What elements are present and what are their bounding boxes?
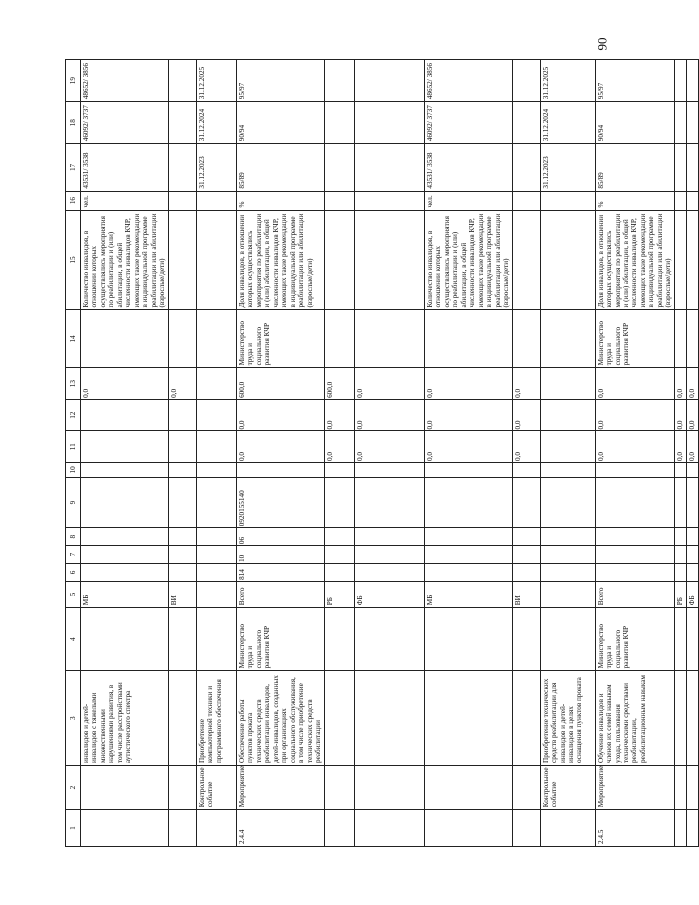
table-cell xyxy=(168,608,196,671)
table-cell xyxy=(196,399,236,431)
table-cell: Контрольное событие xyxy=(540,766,595,810)
table-cell: 31.12.2023 xyxy=(540,144,595,191)
table-cell: 0,0 xyxy=(236,431,324,463)
table-cell: 2.4.4 xyxy=(236,810,324,847)
table-cell: Обучение инвалидов и членов их семей навыкам ухода, пользования техническими средствами реабилитации, реабилитационным навыкам xyxy=(595,671,674,766)
table-cell: Количество инвалидов, в отношении которых осуществлялись мероприятия по реабилитации и (или) абилитации, в общей численности инвалидов КЧР, имеющих такие рекомендации в индивидуальной программе реабилитации или абилитации (взрослые/дети) xyxy=(424,210,512,310)
table-cell xyxy=(674,210,686,310)
table-cell xyxy=(512,546,540,564)
table-cell xyxy=(354,463,424,478)
table-cell xyxy=(196,608,236,671)
table-cell: 31.12.2023 xyxy=(196,144,236,191)
table-row xyxy=(595,60,674,847)
table-cell xyxy=(168,477,196,528)
table-cell: 0,0 xyxy=(512,368,540,400)
table-cell xyxy=(674,102,686,144)
table-cell: Мероприятие xyxy=(236,766,324,810)
table-cell xyxy=(674,810,686,847)
table-cell: Контрольное событие xyxy=(196,766,236,810)
table-cell xyxy=(168,463,196,478)
table-cell xyxy=(674,191,686,210)
table-cell: 85/89 xyxy=(595,144,674,191)
table-cell xyxy=(540,463,595,478)
table-cell: 31.12.2025 xyxy=(540,60,595,102)
table-cell: 0,0 xyxy=(595,431,674,463)
table-cell xyxy=(324,477,354,528)
table-cell xyxy=(168,766,196,810)
column-number: 16 xyxy=(66,191,81,210)
table-cell xyxy=(168,399,196,431)
table-cell: 0,0 xyxy=(324,399,354,431)
table-cell: 0,0 xyxy=(595,368,674,400)
table-cell xyxy=(674,546,686,564)
table-cell xyxy=(424,463,512,478)
table-cell: 06 xyxy=(236,528,324,546)
table-body xyxy=(81,60,699,847)
table-cell: % xyxy=(236,191,324,210)
table-cell xyxy=(686,463,698,478)
table-cell xyxy=(196,463,236,478)
table-cell xyxy=(540,528,595,546)
table-cell xyxy=(81,810,169,847)
table-cell xyxy=(168,564,196,582)
table-cell xyxy=(354,766,424,810)
table-cell: 0,0 xyxy=(674,431,686,463)
table-cell: 2.4.5 xyxy=(595,810,674,847)
table-cell: Министерство труда и социального развития КЧР xyxy=(236,608,324,671)
table-cell xyxy=(686,191,698,210)
table-cell xyxy=(512,60,540,102)
table-cell: Всего xyxy=(595,581,674,607)
table-row xyxy=(168,60,196,847)
table-cell: Министерство труда и социального развития КЧР xyxy=(236,310,324,368)
table-cell xyxy=(196,310,236,368)
table-cell: Министерство труда и социального развития КЧР xyxy=(595,310,674,368)
table-cell: 95/97 xyxy=(595,60,674,102)
table-cell xyxy=(424,528,512,546)
table-cell xyxy=(196,581,236,607)
table-cell: Обеспечение работы пунктов проката технических средств реабилитации инвалидов, детей-инвалидов, созданных при организациях социального обслуживания, в том числе приобретение технических средств реабилитации xyxy=(236,671,324,766)
table-cell xyxy=(354,210,424,310)
table-cell xyxy=(686,766,698,810)
table-cell: 0,0 xyxy=(512,399,540,431)
table-cell: 0,0 xyxy=(424,431,512,463)
table-cell: 46092/ 3737 xyxy=(424,102,512,144)
table-cell xyxy=(196,368,236,400)
table-cell: 95/97 xyxy=(236,60,324,102)
program-table xyxy=(65,59,699,847)
column-number: 3 xyxy=(66,671,81,766)
table-cell xyxy=(595,463,674,478)
column-number: 13 xyxy=(66,368,81,400)
table-cell: РБ xyxy=(674,581,686,607)
table-cell xyxy=(354,546,424,564)
table-cell xyxy=(354,102,424,144)
table-cell xyxy=(595,477,674,528)
table-cell xyxy=(674,60,686,102)
table-cell xyxy=(674,310,686,368)
table-cell xyxy=(196,546,236,564)
table-cell xyxy=(81,564,169,582)
table-cell xyxy=(168,546,196,564)
table-cell xyxy=(354,810,424,847)
table-cell: Приобретение технических средств реабилитации для инвалидов и детей-инвалидов в целях оснащения пунктов проката xyxy=(540,671,595,766)
rotated-page-content xyxy=(65,59,696,847)
table-cell xyxy=(354,477,424,528)
table-cell xyxy=(424,310,512,368)
table-cell xyxy=(512,102,540,144)
table-cell xyxy=(196,210,236,310)
table-cell xyxy=(81,431,169,463)
table-cell xyxy=(674,463,686,478)
table-cell: 31.12.2024 xyxy=(196,102,236,144)
table-cell: 0,0 xyxy=(686,399,698,431)
column-number: 1 xyxy=(66,810,81,847)
column-number: 17 xyxy=(66,144,81,191)
table-cell xyxy=(424,564,512,582)
table-cell: 0,0 xyxy=(324,431,354,463)
table-cell: 0,0 xyxy=(354,431,424,463)
table-cell xyxy=(686,60,698,102)
table-cell: 0,0 xyxy=(512,431,540,463)
table-cell xyxy=(512,608,540,671)
table-cell: 85/89 xyxy=(236,144,324,191)
table-cell xyxy=(354,310,424,368)
table-cell: 31.12.2025 xyxy=(196,60,236,102)
column-number: 9 xyxy=(66,477,81,528)
column-number: 10 xyxy=(66,463,81,478)
table-cell xyxy=(595,564,674,582)
column-number: 19 xyxy=(66,60,81,102)
table-cell: РБ xyxy=(324,581,354,607)
table-cell: 48652/ 3856 xyxy=(424,60,512,102)
table-cell xyxy=(324,463,354,478)
table-cell xyxy=(512,564,540,582)
table-cell xyxy=(540,431,595,463)
column-number: 7 xyxy=(66,546,81,564)
table-cell xyxy=(674,564,686,582)
column-number: 4 xyxy=(66,608,81,671)
table-cell: 0,0 xyxy=(674,368,686,400)
table-cell: 0,0 xyxy=(686,368,698,400)
table-row xyxy=(674,60,686,847)
table-cell xyxy=(168,671,196,766)
table-cell: % xyxy=(595,191,674,210)
table-row xyxy=(512,60,540,847)
table-cell xyxy=(324,564,354,582)
table-cell xyxy=(324,310,354,368)
table-cell xyxy=(674,144,686,191)
table-cell xyxy=(512,810,540,847)
table-cell: 0,0 xyxy=(424,399,512,431)
table-cell xyxy=(324,528,354,546)
table-cell xyxy=(424,671,512,766)
table-cell: МБ xyxy=(81,581,169,607)
table-cell xyxy=(595,546,674,564)
column-number: 11 xyxy=(66,431,81,463)
table-cell: 0,0 xyxy=(674,399,686,431)
table-cell xyxy=(168,431,196,463)
table-cell xyxy=(196,431,236,463)
table-cell xyxy=(354,608,424,671)
table-cell xyxy=(168,191,196,210)
table-cell xyxy=(674,671,686,766)
table-cell xyxy=(540,191,595,210)
table-cell xyxy=(324,546,354,564)
table-row xyxy=(424,60,512,847)
table-cell: инвалидов и детей-инвалидов с тяжелыми множественными нарушениями развития, в том числе расстройствами аутистического спектра xyxy=(81,671,169,766)
table-cell xyxy=(512,310,540,368)
table-cell xyxy=(168,210,196,310)
table-row xyxy=(354,60,424,847)
table-cell xyxy=(540,810,595,847)
table-cell: 814 xyxy=(236,564,324,582)
table-cell xyxy=(512,477,540,528)
table-cell: 0,0 xyxy=(424,368,512,400)
table-cell xyxy=(324,210,354,310)
table-cell: 0,0 xyxy=(354,368,424,400)
table-cell: 0,0 xyxy=(236,399,324,431)
table-cell xyxy=(674,766,686,810)
table-cell xyxy=(540,368,595,400)
table-cell: 90/94 xyxy=(595,102,674,144)
column-number-row xyxy=(66,60,81,847)
table-cell xyxy=(354,564,424,582)
table-cell xyxy=(512,210,540,310)
table-cell: 43531/ 3538 xyxy=(424,144,512,191)
table-cell xyxy=(424,608,512,671)
table-cell xyxy=(354,60,424,102)
table-cell xyxy=(540,581,595,607)
table-cell xyxy=(540,608,595,671)
table-cell: Доля инвалидов, в отношении которых осуществлялись мероприятия по реабилитации и (или) абилитации, в общей численности инвалидов КЧР, имеющих такие рекомендации в индивидуальной программе реабилитации или абилитации (взрослые/дети) xyxy=(595,210,674,310)
table-cell xyxy=(686,546,698,564)
table-cell: Количество инвалидов, в отношении которых осуществлялись мероприятия по реабилитации и (или) абилитации, в общей численности инвалидов КЧР, имеющих такие рекомендации в индивидуальной программе реабилитации или абилитации (взрослые/дети) xyxy=(81,210,169,310)
table-cell xyxy=(686,144,698,191)
table-cell xyxy=(324,102,354,144)
table-cell xyxy=(686,102,698,144)
table-row xyxy=(540,60,595,847)
page-number: 90 xyxy=(594,37,610,51)
table-cell xyxy=(324,608,354,671)
table-cell xyxy=(324,191,354,210)
table-cell xyxy=(81,310,169,368)
table-cell xyxy=(324,671,354,766)
table-cell xyxy=(424,477,512,528)
table-cell xyxy=(512,671,540,766)
table-cell xyxy=(168,102,196,144)
table-cell xyxy=(168,310,196,368)
table-cell xyxy=(424,766,512,810)
table-cell xyxy=(168,810,196,847)
table-cell xyxy=(686,564,698,582)
table-cell: 600,0 xyxy=(324,368,354,400)
table-cell xyxy=(324,144,354,191)
table-cell: 0,0 xyxy=(686,431,698,463)
table-cell: Мероприятие xyxy=(595,766,674,810)
table-cell xyxy=(674,477,686,528)
column-number: 2 xyxy=(66,766,81,810)
table-cell xyxy=(81,477,169,528)
table-cell xyxy=(354,191,424,210)
table-cell xyxy=(674,608,686,671)
table-cell xyxy=(595,528,674,546)
table-cell xyxy=(168,528,196,546)
table-cell: чел. xyxy=(424,191,512,210)
table-cell: Приобретение компьютерной техники и программного обеспечения xyxy=(196,671,236,766)
table-cell xyxy=(168,144,196,191)
column-number: 12 xyxy=(66,399,81,431)
table-cell xyxy=(196,528,236,546)
table-cell: ВИ xyxy=(512,581,540,607)
table-cell: 31.12.2024 xyxy=(540,102,595,144)
table-cell: 600,0 xyxy=(236,368,324,400)
table-cell: 43531/ 3538 xyxy=(81,144,169,191)
table-cell xyxy=(196,564,236,582)
table-cell: ФБ xyxy=(686,581,698,607)
table-cell xyxy=(512,191,540,210)
column-number: 5 xyxy=(66,581,81,607)
table-cell: 90/94 xyxy=(236,102,324,144)
table-cell xyxy=(236,463,324,478)
table-row xyxy=(324,60,354,847)
column-number: 14 xyxy=(66,310,81,368)
table-cell xyxy=(354,528,424,546)
table-cell xyxy=(686,608,698,671)
table-cell xyxy=(512,766,540,810)
table-cell xyxy=(686,671,698,766)
table-cell xyxy=(354,144,424,191)
table-cell xyxy=(540,210,595,310)
table-cell: ВИ xyxy=(168,581,196,607)
table-row xyxy=(236,60,324,847)
table-cell xyxy=(686,528,698,546)
table-cell xyxy=(686,310,698,368)
table-cell xyxy=(324,810,354,847)
table-cell: Всего xyxy=(236,581,324,607)
table-cell xyxy=(512,144,540,191)
table-cell: 0,0 xyxy=(81,368,169,400)
table-cell xyxy=(512,528,540,546)
table-cell xyxy=(81,546,169,564)
table-cell xyxy=(81,766,169,810)
table-cell xyxy=(324,60,354,102)
table-cell: 0920155140 xyxy=(236,477,324,528)
table-cell: 10 xyxy=(236,546,324,564)
table-cell xyxy=(81,528,169,546)
table-cell: чел. xyxy=(81,191,169,210)
table-cell: МБ xyxy=(424,581,512,607)
table-cell xyxy=(81,608,169,671)
table-cell xyxy=(512,463,540,478)
table-cell xyxy=(686,210,698,310)
table-cell xyxy=(424,546,512,564)
table-cell xyxy=(540,477,595,528)
table-cell xyxy=(540,310,595,368)
table-cell xyxy=(168,60,196,102)
table-cell: 48652/ 3856 xyxy=(81,60,169,102)
table-cell: 0,0 xyxy=(595,399,674,431)
column-number: 15 xyxy=(66,210,81,310)
column-number: 18 xyxy=(66,102,81,144)
table-cell xyxy=(686,810,698,847)
table-cell: Доля инвалидов, в отношении которых осуществлялись мероприятия по реабилитации и (или) абилитации, в общей численности инвалидов КЧР, имеющих такие рекомендации в индивидуальной программе реабилитации или абилитации (взрослые/дети) xyxy=(236,210,324,310)
table-cell: 0,0 xyxy=(354,399,424,431)
table-cell: 0,0 xyxy=(168,368,196,400)
table-cell: 46092/ 3737 xyxy=(81,102,169,144)
table-cell xyxy=(424,810,512,847)
column-number: 8 xyxy=(66,528,81,546)
table-row xyxy=(686,60,698,847)
table-cell xyxy=(81,463,169,478)
column-number: 6 xyxy=(66,564,81,582)
table-cell xyxy=(540,399,595,431)
table-cell xyxy=(540,564,595,582)
table-cell xyxy=(686,477,698,528)
table-cell xyxy=(540,546,595,564)
table-cell xyxy=(196,477,236,528)
table-cell: Министерство труда и социального развития КЧР xyxy=(595,608,674,671)
table-row xyxy=(81,60,169,847)
table-cell xyxy=(196,810,236,847)
table-cell: ФБ xyxy=(354,581,424,607)
table-row xyxy=(196,60,236,847)
table-cell xyxy=(674,528,686,546)
table-cell xyxy=(81,399,169,431)
table-cell xyxy=(354,671,424,766)
table-cell xyxy=(196,191,236,210)
table-cell xyxy=(324,766,354,810)
